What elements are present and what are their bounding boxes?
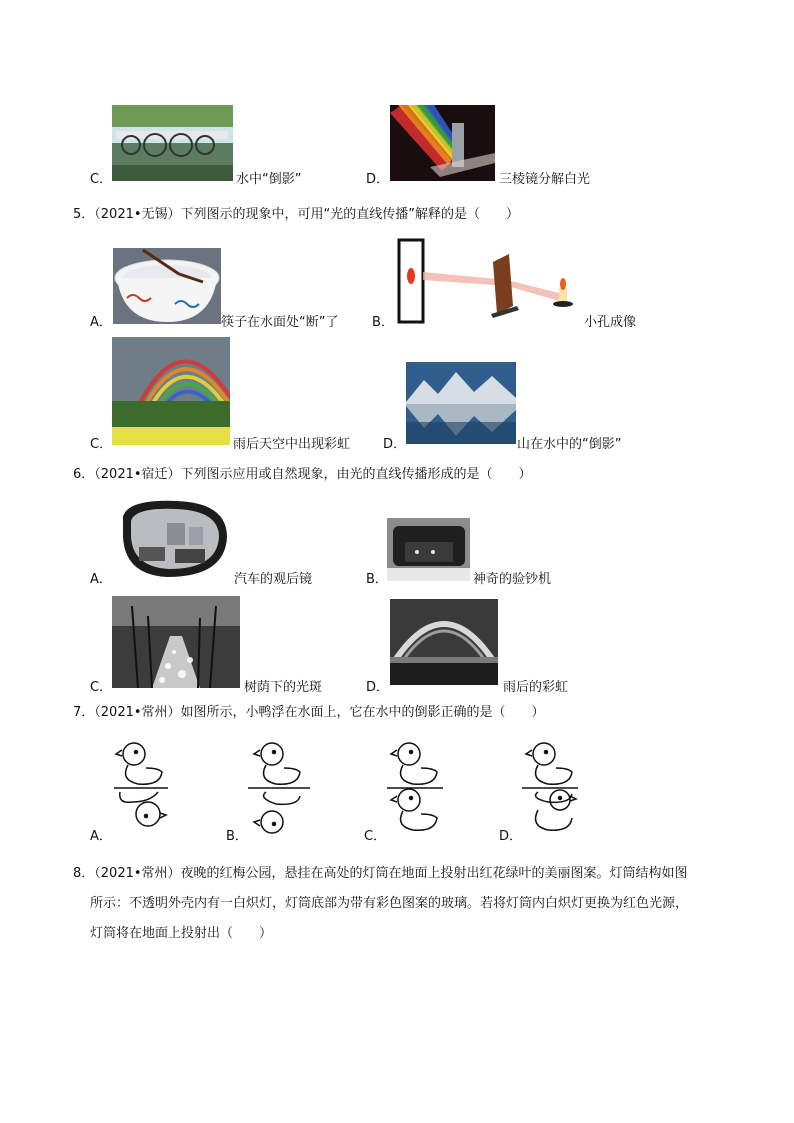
q6-option-d-caption: 雨后的彩虹: [503, 680, 569, 695]
q4-option-d-label: D．: [366, 172, 390, 187]
q8-line-1: 8．（2021•常州）夜晚的红梅公园，悬挂在高处的灯筒在地面上投射出红花绿叶的美丽图案。灯筒结构如图: [73, 866, 688, 881]
q7-option-c-label: C．: [364, 829, 387, 844]
q5-option-d-label: D．: [383, 437, 407, 452]
rainbow-landscape-image: [112, 337, 230, 445]
q8-line-2: 所示：不透明外壳内有一白炽灯，灯筒底部为带有彩色图案的玻璃。若将灯筒内白炽灯更换为红色光源，: [90, 896, 689, 911]
car-mirror-image: [117, 497, 230, 579]
q5-option-b-label: B．: [372, 315, 394, 330]
money-detector-image: [387, 518, 470, 581]
q6-option-c-label: C．: [90, 680, 113, 695]
q5-option-d-caption: 山在水中的“倒影”: [517, 437, 622, 452]
rainbow-bw-image: [390, 599, 498, 685]
q7-option-b-label: B．: [226, 829, 248, 844]
duck-option-a-figure: [110, 740, 172, 840]
q8-line-3: 灯筒将在地面上投射出（ ）: [90, 926, 273, 941]
q6-option-a-label: A．: [90, 572, 112, 587]
mountain-reflection-image: [406, 362, 516, 444]
q7-stem: 7．（2021•常州）如图所示，小鸭浮在水面上，它在水中的倒影正确的是（ ）: [73, 705, 545, 720]
q5-option-a-label: A．: [90, 315, 112, 330]
q6-stem: 6．（2021•宿迁）下列图示应用或自然现象，由光的直线传播形成的是（ ）: [73, 467, 532, 482]
bridge-reflection-image: [112, 105, 233, 181]
q5-option-a-caption: 筷子在水面处“断”了: [221, 315, 339, 330]
duck-option-d-figure: [520, 740, 582, 840]
pinhole-camera-diagram: [395, 236, 585, 326]
tree-shade-image: [112, 596, 240, 688]
chopsticks-bowl-image: [113, 248, 221, 324]
q4-option-c-label: C．: [90, 172, 113, 187]
duck-option-b-figure: [248, 740, 310, 840]
q5-option-c-label: C．: [90, 437, 113, 452]
q6-option-a-caption: 汽车的观后镜: [234, 572, 313, 587]
prism-dispersion-image: [390, 105, 495, 181]
duck-option-c-figure: [385, 740, 447, 840]
q4-option-d-caption: 三棱镜分解白光: [499, 172, 591, 187]
q7-option-a-label: A．: [90, 829, 112, 844]
q5-stem: 5．（2021•无锡）下列图示的现象中，可用“光的直线传播”解释的是（ ）: [73, 207, 519, 222]
q4-option-c-caption: 水中“倒影”: [236, 172, 302, 187]
q5-option-b-caption: 小孔成像: [584, 315, 637, 330]
q5-option-c-caption: 雨后天空中出现彩虹: [233, 437, 351, 452]
q6-option-c-caption: 树荫下的光斑: [244, 680, 323, 695]
q7-option-d-label: D．: [499, 829, 523, 844]
q6-option-d-label: D．: [366, 680, 390, 695]
q6-option-b-label: B．: [366, 572, 388, 587]
q6-option-b-caption: 神奇的验钞机: [473, 572, 552, 587]
